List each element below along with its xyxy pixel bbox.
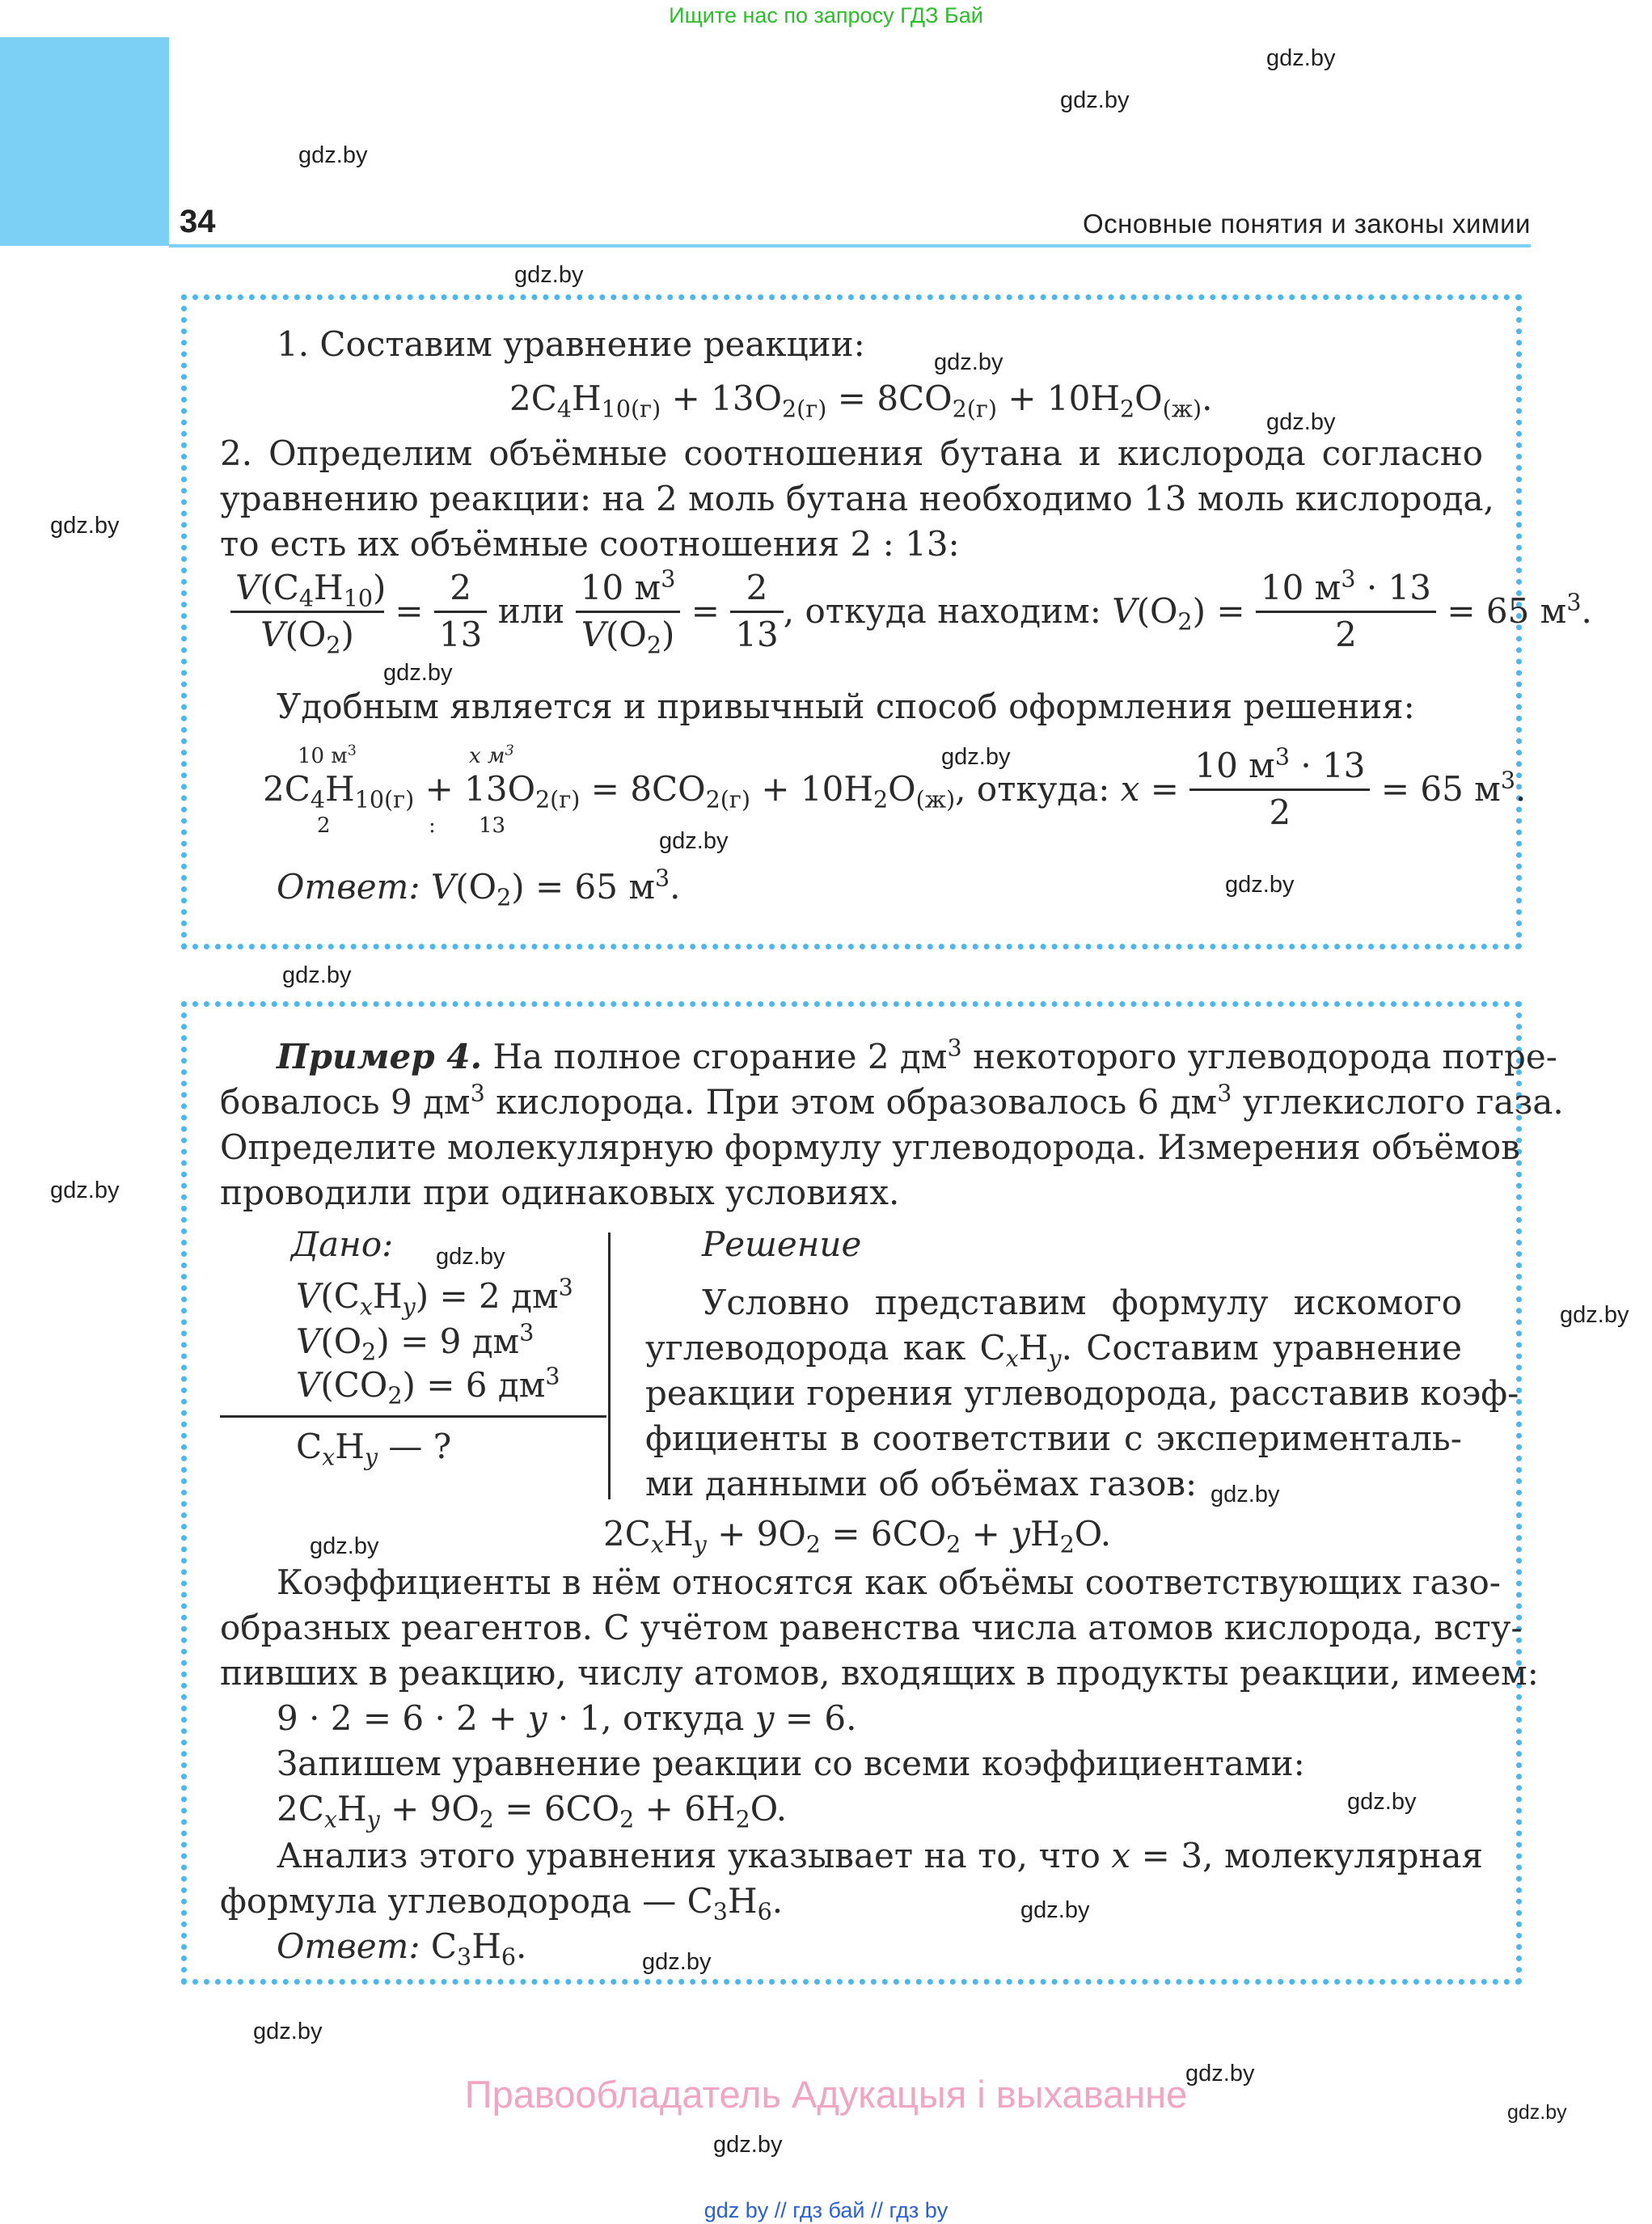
watermark: gdz.by xyxy=(1347,1789,1417,1815)
watermark: gdz.by xyxy=(1210,1482,1280,1507)
solution-label: Решение xyxy=(702,1224,862,1264)
page-number: 34 xyxy=(180,204,216,239)
reaction-equation-butane: $2C_4H_{10(г)} + 13O_{2(г)} = 8CO_{2(г)} + 10H_2O_{(ж)}$. xyxy=(509,378,1213,423)
analysis-line-1: Анализ этого уравнения указывает на то, что x = 3, молекулярная xyxy=(277,1836,1483,1875)
given-co2-volume: $V(CO_2) = 6$ $дм^3$ xyxy=(296,1362,560,1410)
combustion-equation-general: $2C_xH_y + 9O_2 = 6CO_2 + yH_2O$. xyxy=(603,1514,1112,1558)
example-4-line-1: Пример 4. На полное сгорание 2 $дм^3$ некоторого углеводорода потре- xyxy=(277,1034,1557,1076)
coefficients-line-3: пивших в реакцию, числу атомов, входящих в продукты реакции, имеем: xyxy=(220,1653,1539,1693)
step-2-line-1: 2. Определим объёмные соотношения бутана и кислорода согласно xyxy=(220,433,1483,473)
watermark: gdz.by xyxy=(1266,409,1336,435)
solution-line-4: фициенты в соответствии с эксперименталь- xyxy=(645,1419,1462,1458)
watermark: gdz.by xyxy=(642,1949,712,1975)
top-banner[interactable]: Ищите нас по запросу ГДЗ Бай xyxy=(669,3,983,27)
watermark: gdz.by xyxy=(1560,1302,1629,1328)
or-word: или xyxy=(497,590,565,631)
watermark: gdz.by xyxy=(1266,45,1336,71)
oxygen-balance-calc: 9 · 2 = 6 · 2 + y · 1, откуда y = 6. xyxy=(277,1698,857,1738)
analysis-line-2: формула углеводорода — $C_3H_6$. xyxy=(220,1881,784,1926)
below-oxygen-label: 13 xyxy=(479,814,506,838)
whence-text: откуда находим: xyxy=(805,590,1101,631)
watermark: gdz.by xyxy=(310,1533,379,1559)
example-4-line-4: проводили при одинаковых условиях. xyxy=(220,1173,900,1212)
above-butane-label: 10 $м^3$ xyxy=(298,742,357,768)
combustion-equation-full: $2C_xH_y + 9O_2 = 6CO_2 + 6H_2O$. xyxy=(277,1789,788,1833)
watermark: gdz.by xyxy=(934,349,1003,375)
watermark: gdz.by xyxy=(50,1178,120,1203)
given-divider xyxy=(220,1415,606,1418)
answer-box-1: Ответ: $V(O_2) = 65$ $м^3$. xyxy=(277,864,681,911)
step-2-line-3: то есть их объёмные соотношения 2 : 13: xyxy=(220,524,960,564)
volume-ratio-formula: $\frac{V(C_4H_{10})}{V(O_2)}$ = $\frac{2}{13}$ или $\frac{10 м^3}{V(O_2)}$ = $\frac{2}{13}$ , откуда находим: $V(O_2)$ = $\frac{10 м^3 \cdot 13}{2}$ = 65 $м^3$. xyxy=(230,566,1592,657)
watermark: gdz.by xyxy=(941,744,1011,770)
example-4-line-2: бовалось 9 $дм^3$ кислорода. При этом образовалось 6 $дм^3$ углекислого газа. xyxy=(220,1079,1564,1122)
solution-line-5: ми данными об объёмах газов: xyxy=(645,1464,1198,1503)
write-equation-text: Запишем уравнение реакции со всеми коэффициентами: xyxy=(277,1744,1305,1783)
copyright-holder: Правообладатель Адукацыя і выхаванне xyxy=(464,2073,1188,2116)
below-butane-label: 2 xyxy=(317,814,331,838)
blue-page-tab xyxy=(0,37,169,246)
watermark: gdz.by xyxy=(253,2019,323,2044)
bottom-links[interactable]: gdz by // гдз бай // гдз by xyxy=(703,2198,949,2222)
step-1-text: 1. Составим уравнение реакции: xyxy=(277,324,865,364)
watermark: gdz.by xyxy=(1185,2061,1255,2087)
solution-line-2: углеводорода как $C_xH_y$. Составим уравнение xyxy=(645,1328,1462,1372)
step-2-line-2: уравнению реакции: на 2 моль бутана необходимо 13 моль кислорода, xyxy=(220,479,1494,518)
watermark: gdz.by xyxy=(514,262,584,288)
proportion-equation: $2C_4H_{10(г)} + 13O_{2(г)} = 8CO_{2(г)} + 10H_2O_{(ж)}$, откуда: x = $\frac{10 м^3 \cdot 13}{2}$ = 65 $м^3$. xyxy=(263,744,1526,835)
watermark: gdz.by xyxy=(298,142,368,168)
given-label: Дано: xyxy=(291,1224,394,1264)
watermark: gdz.by xyxy=(50,513,120,539)
watermark: gdz.by xyxy=(1225,872,1295,898)
header-rule xyxy=(169,244,1531,247)
watermark: gdz.by xyxy=(713,2132,783,2158)
watermark: gdz.by xyxy=(436,1244,505,1270)
solution-line-3: реакции горения углеводорода, расставив коэф- xyxy=(645,1373,1519,1413)
watermark: gdz.by xyxy=(1020,1897,1090,1923)
given-solution-separator xyxy=(608,1233,611,1499)
example-4-line-3: Определите молекулярную формулу углеводорода. Измерения объёмов xyxy=(220,1127,1520,1167)
watermark: gdz.by xyxy=(659,828,729,854)
watermark: gdz.by xyxy=(1507,2101,1567,2124)
alternative-method-text: Удобным является и привычный способ оформления решения: xyxy=(277,687,1415,726)
given-hydrocarbon-volume: $V(C_xH_y) = 2$ $дм^3$ xyxy=(296,1273,573,1321)
watermark: gdz.by xyxy=(383,660,453,686)
coefficients-line-1: Коэффициенты в нём относятся как объёмы соответствующих газо- xyxy=(277,1562,1501,1602)
above-oxygen-label: x $м^3$ xyxy=(469,742,514,768)
watermark: gdz.by xyxy=(1060,87,1130,113)
answer-box-2: Ответ: $C_3H_6$. xyxy=(277,1926,527,1971)
watermark: gdz.by xyxy=(282,962,352,988)
solution-line-1: Условно представим формулу искомого xyxy=(702,1283,1462,1322)
below-colon: : xyxy=(429,814,436,838)
find-formula: $C_xH_y$ — ? xyxy=(296,1427,452,1471)
given-oxygen-volume: $V(O_2) = 9$ $дм^3$ xyxy=(296,1318,534,1366)
running-head: Основные понятия и законы химии xyxy=(1083,209,1531,239)
coefficients-line-2: образных реагентов. С учётом равенства числа атомов кислорода, всту- xyxy=(220,1608,1523,1647)
